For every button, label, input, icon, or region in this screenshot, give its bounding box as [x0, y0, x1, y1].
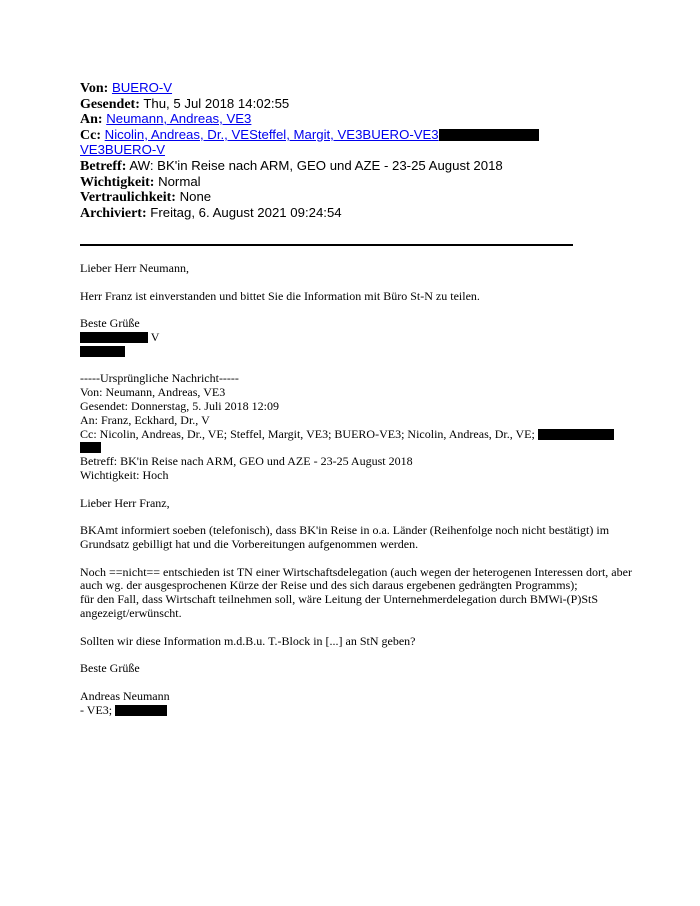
redaction-bar [115, 705, 167, 716]
archived-row [80, 205, 640, 221]
reply-closing: Beste Grüße [80, 316, 140, 331]
subject-label: Betreff: [80, 158, 127, 174]
original-from: Von: Neumann, Andreas, VE3 [80, 385, 226, 400]
original-para2-line4: angezeigt/erwünscht. [80, 605, 182, 620]
sent-value: Thu, 5 Jul 2018 14:02:55 [143, 95, 290, 111]
cc-link[interactable]: Nicolin, Andreas, Dr., VESteffel, Margit, VE3BUERO-VE3 [104, 126, 439, 142]
reply-text: Herr Franz ist einverstanden und bittet Sie die Information mit Büro St-N zu teilen. [80, 288, 480, 303]
reply-greeting: Lieber Herr Neumann, [80, 261, 189, 275]
cc-row-continued [80, 142, 640, 158]
original-para2-line2: auch wg. der ausgesprochenen Kürze der Reise und des sich daraus ergebenen gedrängten Programms); [80, 578, 578, 593]
redaction-bar [80, 332, 148, 343]
confidentiality-row [80, 189, 640, 205]
header-divider [80, 244, 573, 246]
original-para2-line3: für den Fall, dass Wirtschaft teilnehmen soll, wäre Leitung der Unternehmerdelegation durch BMWi-(P)StS [80, 592, 599, 607]
sent-row [80, 96, 640, 112]
to-link[interactable]: Neumann, Andreas, VE3 [106, 111, 252, 127]
original-separator: -----Ursprüngliche Nachricht----- [80, 371, 239, 386]
original-subject: Betreff: BK'in Reise nach ARM, GEO und AZE - 23-25 August 2018 [80, 454, 413, 469]
confidentiality-value: None [179, 189, 212, 205]
original-para1-line1: BKAmt informiert soeben (telefonisch), dass BK'in Reise in o.a. Länder (Reihenfolge noch nicht bestätigt) im [80, 523, 610, 538]
archived-value: Freitag, 6. August 2021 09:24:54 [150, 204, 342, 220]
redaction-bar [80, 442, 101, 453]
original-signature-unit-line [80, 704, 640, 718]
original-closing: Beste Grüße [80, 661, 140, 676]
reply-signature-suffix: V [150, 329, 160, 344]
archived-label: Archiviert: [80, 205, 147, 221]
cc-label: Cc: [80, 127, 101, 143]
reply-signature-redacted [80, 345, 640, 359]
email-body [80, 262, 640, 717]
redaction-bar [538, 429, 614, 440]
email-header [80, 80, 640, 220]
from-link[interactable]: BUERO-V [111, 80, 173, 95]
importance-row [80, 174, 640, 190]
original-signature-name: Andreas Neumann [80, 688, 170, 703]
from-row [80, 80, 640, 96]
original-sent: Gesendet: Donnerstag, 5. Juli 2018 12:09 [80, 398, 279, 413]
importance-value: Normal [158, 173, 201, 189]
sent-label: Gesendet: [80, 96, 140, 112]
original-para1-line2: Grundsatz gebilligt hat und die Vorbereitungen aufgenommen werden. [80, 536, 419, 551]
original-cc: Cc: Nicolin, Andreas, Dr., VE; Steffel, Margit, VE3; BUERO-VE3; Nicolin, Andreas, Dr., VE; [80, 426, 535, 441]
to-label: An: [80, 112, 103, 128]
original-signature-unit: - VE3; [80, 702, 113, 717]
from-label: Von: [80, 81, 109, 96]
cc-row [80, 127, 640, 143]
original-importance: Wichtigkeit: Hoch [80, 467, 169, 482]
original-greeting: Lieber Herr Franz, [80, 495, 170, 510]
original-to: An: Franz, Eckhard, Dr., V [80, 412, 210, 427]
cc-link-continued[interactable]: VE3BUERO-V [80, 142, 166, 158]
confidentiality-label: Vertraulichkeit: [80, 190, 176, 206]
original-para3: Sollten wir diese Information m.d.B.u. T.-Block in [...] an StN geben? [80, 633, 416, 648]
redaction-bar [80, 346, 125, 357]
original-cc-redacted [80, 441, 640, 455]
original-cc-line [80, 428, 640, 442]
reply-signature-line [80, 331, 640, 345]
redaction-bar [439, 129, 539, 141]
to-row [80, 111, 640, 127]
importance-label: Wichtigkeit: [80, 174, 155, 190]
original-para2-line1: Noch ==nicht== entschieden ist TN einer Wirtschaftsdelegation (auch wegen der heterogenen Interessen dort, aber [80, 564, 632, 579]
subject-value: AW: BK'in Reise nach ARM, GEO und AZE - 23-25 August 2018 [129, 157, 503, 173]
subject-row [80, 158, 640, 174]
